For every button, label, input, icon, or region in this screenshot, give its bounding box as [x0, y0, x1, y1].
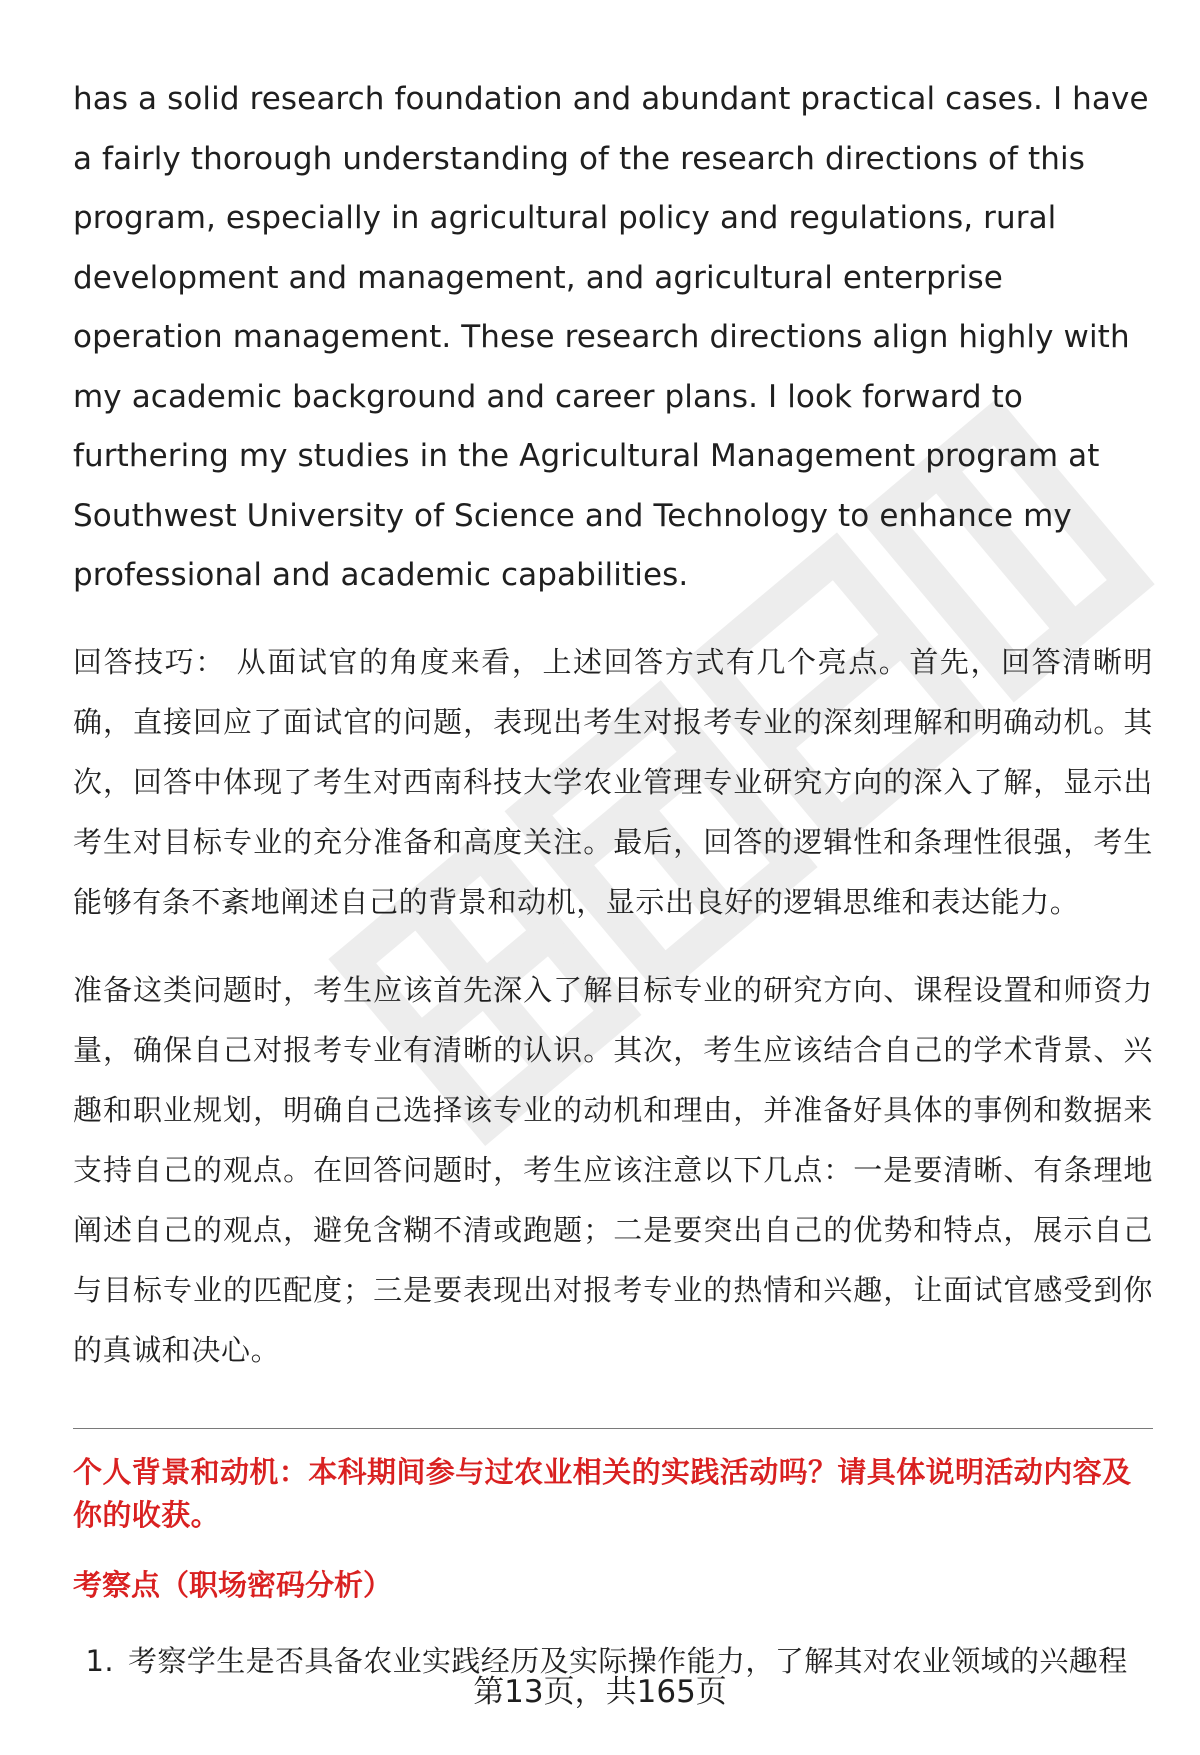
answer-tips-paragraph: 回答技巧： 从面试官的角度来看，上述回答方式有几个亮点。首先，回答清晰明确，直接回应了面试官的问题，表现出考生对报考专业的深刻理解和明确动机。其次，回答中体现了考生对西南科技大学农业管理专业研究方向的深入了解，显示出考生对目标专业的充分准备和高度关注。最后，回答的逻辑性和条理性很强，考生能够有条不紊地阐述自己的背景和动机，显示出良好的逻辑思维和表达能力。: [73, 644, 1153, 919]
section-divider: [73, 1428, 1153, 1429]
list-item-number: 1.: [85, 1643, 114, 1678]
preparation-advice-paragraph: 准备这类问题时，考生应该首先深入了解目标专业的研究方向、课程设置和师资力量，确保自己对报考专业有清晰的认识。其次，考生应该结合自己的学术背景、兴趣和职业规划，明确自己选择该专业的动机和理由，并准备好具体的事例和数据来支持自己的观点。在回答问题时，考生应该注意以下几点：一是要清晰、有条理地阐述自己的观点，避免含糊不清或跑题；二是要突出自己的优势和特点，展示自己与目标专业的匹配度；三是要表现出对报考专业的热情和兴趣，让面试官感受到你的真诚和决心。: [73, 972, 1153, 1367]
interview-question-title: 个人背景和动机：本科期间参与过农业相关的实践活动吗？请具体说明活动内容及你的收获。: [73, 1454, 1132, 1532]
english-answer-paragraph: has a solid research foundation and abundant practical cases. I have a fairly thorough understanding of the research directions of this program, especially in agricultural policy and regulations, rural development and management, and agricultural enterprise operation management. These research directions align highly with my academic background and career plans. I look forward to furthering my studies in the Agricultural Management program at Southwest University of Science and Technology to enhance my professional and academic capabilities.: [73, 81, 1149, 593]
list-item-text: 考察学生是否具备农业实践经历及实际操作能力，了解其对农业领域的兴趣程: [128, 1643, 1128, 1678]
content-column: [73, 70, 1153, 1683]
analysis-heading: 考察点（职场密码分析）: [73, 1567, 393, 1602]
page-number-footer: 第13页，共165页: [473, 1674, 727, 1710]
